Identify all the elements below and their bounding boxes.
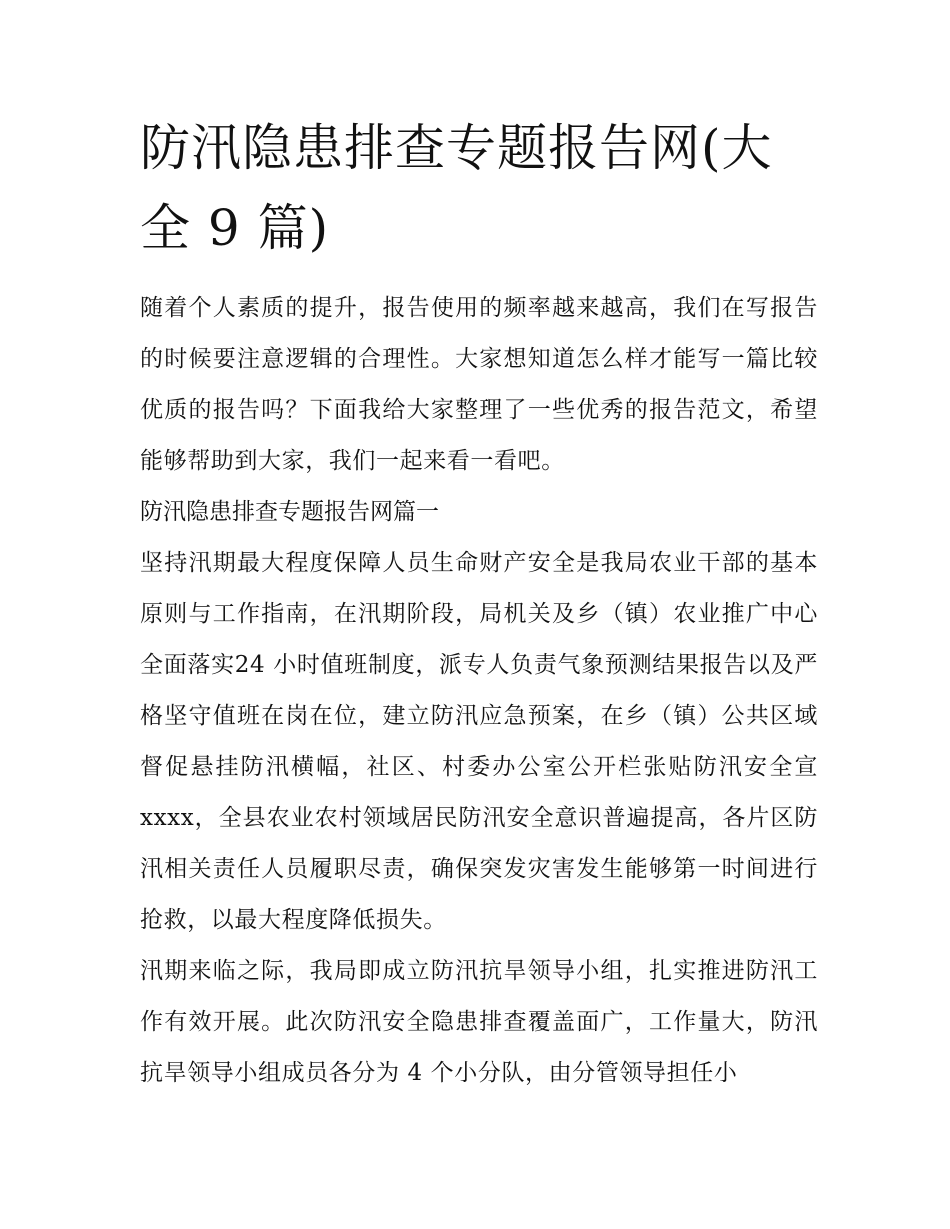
body-paragraph: 坚持汛期最大程度保障人员生命财产安全是我局农业干部的基本原则与工作指南，在汛期阶段，局机关及乡（镇）农业推广中心全面落实24 小时值班制度，派专人负责气象预测结果报告以及严格坚守值班在岗在位，建立防汛应急预案，在乡（镇）公共区域督促悬挂防汛横幅，社区、村委办公室公开栏张贴防汛安全宣 xxxx，全县农业农村领域居民防汛安全意识普遍提高，各片区防汛相关责任人员履职尽责，确保突发灾害发生能够第一时间进行抢救，以最大程度降低损失。 (140, 550, 818, 933)
intro-paragraph: 随着个人素质的提升，报告使用的频率越来越高，我们在写报告的时候要注意逻辑的合理性。大家想知道怎么样才能写一篇比较优质的报告吗？下面我给大家整理了一些优秀的报告范文，希望能够帮助到大家，我们一起来看一看吧。 (140, 295, 818, 474)
document-title: 防汛隐患排查专题报告网(大全 9 篇) (140, 119, 773, 257)
section-heading: 防汛隐患排查专题报告网篇一 (140, 499, 439, 525)
body-paragraph: 汛期来临之际，我局即成立防汛抗旱领导小组，扎实推进防汛工作有效开展。此次防汛安全隐患排查覆盖面广，工作量大，防汛抗旱领导小组成员各分为 4 个小分队，由分管领导担任小 (140, 958, 818, 1086)
document-body (140, 283, 818, 1099)
